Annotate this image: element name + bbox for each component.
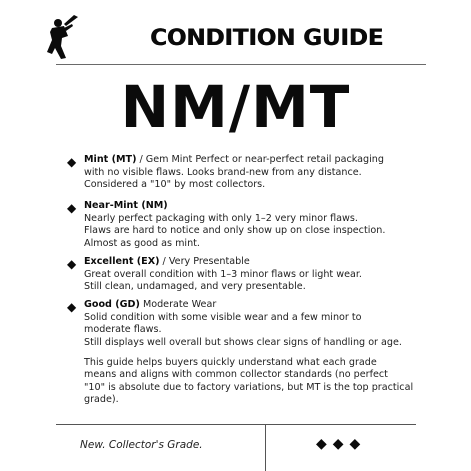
grade-description-line: moderate flaws. <box>84 324 162 336</box>
summary-line: means and aligns with common collector standards (no perfect <box>84 369 388 381</box>
summary-line: This guide helps buyers quickly understand what each grade <box>84 357 377 368</box>
grade-description-line: Nearly perfect packaging with only 1–2 very minor flaws. <box>84 212 358 224</box>
grade-description-line: Considered a "10" by most collectors. <box>84 179 266 191</box>
grade-entry-good <box>68 299 408 349</box>
header-title: CONDITION GUIDE <box>150 26 384 51</box>
grade-entry-mint <box>68 154 408 192</box>
diamond-bullet-icon: ◆ <box>67 300 77 314</box>
grade-heading: NM/MT <box>120 73 351 141</box>
grade-entry-near-mint <box>68 200 408 250</box>
grade-description-line: Great overall condition with 1–3 minor flaws or light wear. <box>84 268 362 280</box>
grade-entry-excellent <box>68 256 408 294</box>
grade-description-line: Still displays well overall but shows clear signs of handling or age. <box>84 336 402 348</box>
footer-vertical-divider <box>265 424 266 471</box>
grade-description-line: Almost as good as mint. <box>84 237 200 249</box>
grade-code: Mint (MT) <box>84 154 137 165</box>
footer-divider <box>56 424 416 425</box>
diamond-bullet-icon: ◆ <box>67 201 77 215</box>
grade-subtitle: Gem Mint Perfect or near-perfect retail packaging <box>145 154 384 165</box>
diamond-bullet-icon: ◆ <box>67 155 77 169</box>
grade-description-line: Still clean, undamaged, and very presentable. <box>84 281 306 293</box>
diamond-bullet-icon: ◆ <box>67 257 77 271</box>
footer-diamonds-icon: ◆◆◆ <box>316 436 367 452</box>
grade-code: Good (GD) <box>84 299 140 310</box>
summary-line: "10" is absolute due to factory variations, but MT is the top practical <box>84 381 414 393</box>
grade-separator: / <box>136 154 146 165</box>
grade-code: Excellent (EX) <box>84 256 160 267</box>
header-divider <box>56 64 426 65</box>
grade-subtitle: Very Presentable <box>168 256 250 267</box>
grade-description-line: Solid condition with some visible wear and a few minor to <box>84 311 362 323</box>
grade-separator: / <box>159 256 169 267</box>
guide-summary <box>84 357 414 407</box>
rock-climber-silhouette-icon <box>44 14 80 60</box>
grade-description-line: Flaws are hard to notice and only show up on close inspection. <box>84 225 386 237</box>
grade-subtitle: Moderate Wear <box>142 299 217 310</box>
grade-description-line: with no visible flaws. Looks brand-new from any distance. <box>84 166 362 178</box>
summary-line: grade). <box>84 394 119 406</box>
footer-note: New. Collector's Grade. <box>80 439 203 451</box>
grade-code: Near-Mint (NM) <box>84 200 168 211</box>
